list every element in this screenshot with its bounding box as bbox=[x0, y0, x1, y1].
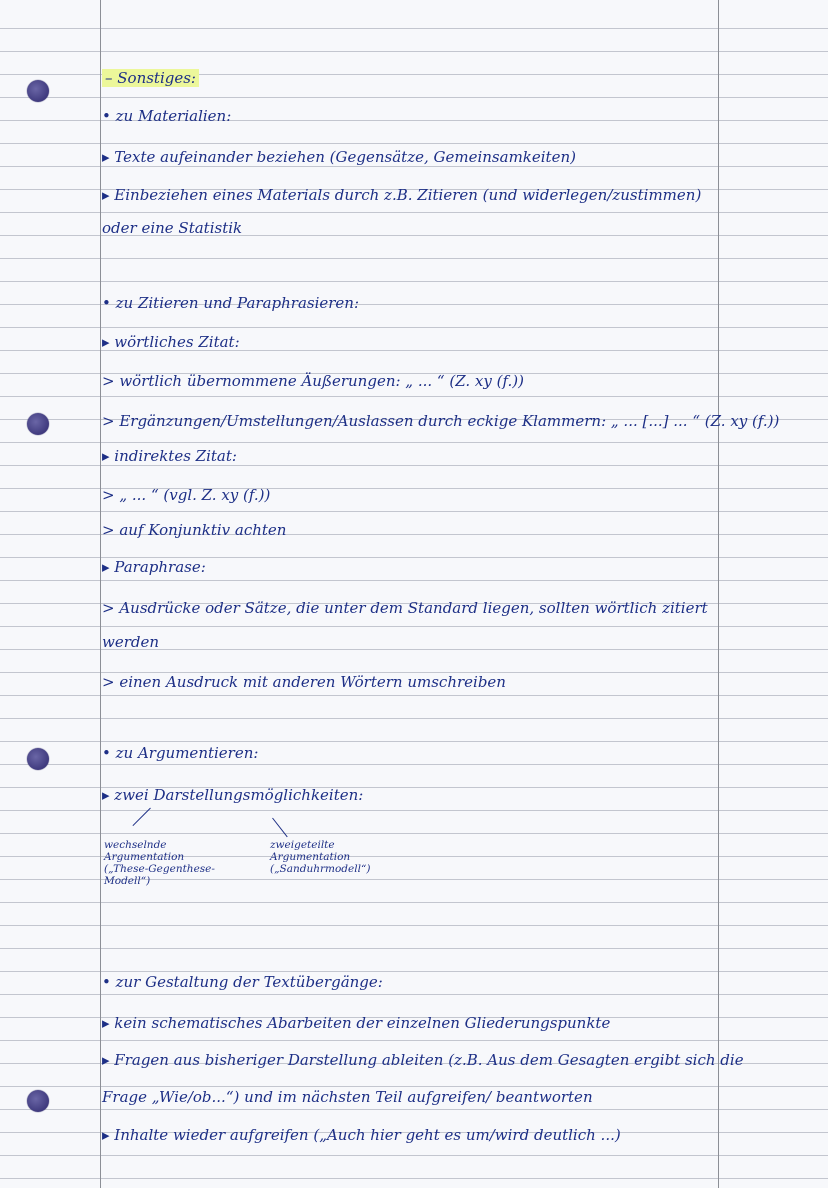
quoting-item: ▸ Paraphrase: bbox=[102, 558, 206, 576]
option-left-line: wechselnde bbox=[104, 839, 167, 851]
transitions-item: Frage „Wie/ob...“) und im nächsten Teil aufgreifen/ beantworten bbox=[102, 1088, 593, 1106]
materials-item: ▸ Einbeziehen eines Materials durch z.B. Zitieren (und widerlegen/zustimmen) bbox=[102, 186, 702, 204]
materials-title: • zu Materialien: bbox=[102, 107, 232, 125]
quoting-item: > „ ... “ (vgl. Z. xy (f.)) bbox=[102, 486, 271, 504]
section-heading bbox=[102, 68, 199, 88]
quoting-title: • zu Zitieren und Paraphrasieren: bbox=[102, 294, 360, 312]
heading-highlight: – Sonstiges: bbox=[102, 69, 199, 87]
option-left-line: („These-Gegenthese- bbox=[104, 863, 215, 875]
quoting-item: > einen Ausdruck mit anderen Wörtern umschreiben bbox=[102, 673, 506, 691]
quoting-item: > auf Konjunktiv achten bbox=[102, 521, 287, 539]
punch-hole bbox=[27, 1090, 49, 1112]
option-left-line: Modell“) bbox=[104, 875, 151, 887]
transitions-item: ▸ kein schematisches Abarbeiten der einzelnen Gliederungspunkte bbox=[102, 1014, 611, 1032]
option-right-line: zweigeteilte bbox=[270, 839, 335, 851]
left-margin-line bbox=[100, 0, 101, 1188]
materials-item: oder eine Statistik bbox=[102, 219, 243, 237]
right-margin-line bbox=[718, 0, 719, 1188]
quoting-item: > Ergänzungen/Umstellungen/Auslassen durch eckige Klammern: „ ... [...] ... “ (Z. xy (f.)) bbox=[102, 412, 780, 430]
option-right-line: Argumentation bbox=[270, 851, 351, 863]
quoting-item: werden bbox=[102, 633, 160, 651]
quoting-item: ▸ wörtliches Zitat: bbox=[102, 333, 240, 351]
materials-item: ▸ Texte aufeinander beziehen (Gegensätze, Gemeinsamkeiten) bbox=[102, 148, 576, 166]
transitions-title: • zur Gestaltung der Textübergänge: bbox=[102, 973, 383, 991]
quoting-item: > wörtlich übernommene Äußerungen: „ ... “ (Z. xy (f.)) bbox=[102, 372, 524, 390]
punch-hole bbox=[27, 748, 49, 770]
arguing-title: • zu Argumentieren: bbox=[102, 744, 259, 762]
diagram-branch-right bbox=[272, 818, 288, 838]
punch-hole bbox=[27, 413, 49, 435]
option-right-line: („Sanduhrmodell“) bbox=[270, 863, 371, 875]
punch-hole bbox=[27, 80, 49, 102]
quoting-item: > Ausdrücke oder Sätze, die unter dem Standard liegen, sollten wörtlich zitiert bbox=[102, 599, 708, 617]
transitions-item: ▸ Inhalte wieder aufgreifen („Auch hier geht es um/wird deutlich ...) bbox=[102, 1126, 621, 1144]
quoting-item: ▸ indirektes Zitat: bbox=[102, 447, 237, 465]
arguing-intro: ▸ zwei Darstellungsmöglichkeiten: bbox=[102, 786, 364, 804]
option-left-line: Argumentation bbox=[104, 851, 185, 863]
diagram-branch-left bbox=[132, 808, 150, 826]
transitions-item: ▸ Fragen aus bisheriger Darstellung ableiten (z.B. Aus dem Gesagten ergibt sich die bbox=[102, 1051, 744, 1069]
